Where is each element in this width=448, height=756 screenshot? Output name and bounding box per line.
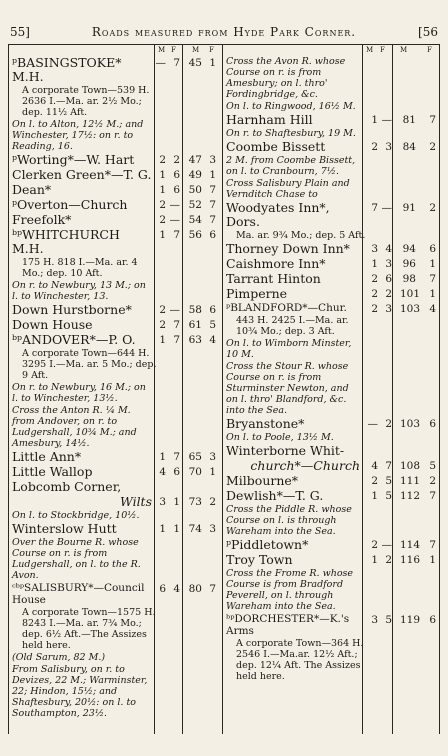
left-header-m2: M: [192, 46, 200, 54]
distance-f2: 3: [209, 451, 216, 463]
distance-m1: 2: [371, 141, 378, 153]
distance-m2: 54: [188, 214, 202, 226]
distance-m1: 1: [371, 490, 378, 502]
place-name: ᵖOverton—Church: [12, 197, 128, 212]
distance-f2: 3: [209, 523, 216, 535]
distance-f2: 4: [429, 303, 436, 315]
note-text: On r. to Newbury, 13 M.; on l. to Winchester, 13.: [12, 280, 146, 302]
outer-left-rule: [8, 44, 9, 734]
town-description: [12, 257, 220, 279]
route-stage-row: [12, 168, 220, 182]
distance-f2: 1: [429, 288, 436, 300]
distance-m2: 96: [402, 258, 416, 270]
place-name: Dewlish*—T. G.: [226, 488, 324, 503]
distance-f2: 1: [429, 554, 436, 566]
place-name: Winterborne Whit-: [226, 443, 345, 458]
distance-m1: 1: [371, 114, 378, 126]
place-name: Winterslow Hutt: [12, 521, 117, 536]
town-description: [12, 607, 220, 651]
place-name: Tarrant Hinton: [226, 271, 321, 286]
route-stage-row: [226, 538, 438, 552]
distance-f2: 7: [429, 539, 436, 551]
left-route-column: [12, 56, 220, 720]
distance-m1: —: [367, 418, 378, 430]
distance-m1: 2: [371, 539, 378, 551]
distance-f1: 6: [173, 184, 180, 196]
place-name-continued: Wilts: [119, 494, 152, 509]
distance-f1: 7: [173, 319, 180, 331]
distance-f1: 7: [385, 460, 392, 472]
distance-m1: 2: [159, 214, 166, 226]
distance-f1: 5: [385, 475, 392, 487]
distance-m2: 80: [188, 583, 202, 595]
description-text: Ma. ar. 9¾ Mo.; dep. 5 Aft.: [236, 230, 366, 241]
distance-f1: 7: [173, 229, 180, 241]
description-text: A corporate Town—1575 H. 8243 I.—Ma. ar. 7¾ Mo.; dep. 6½ Aft.—The Assizes held here.: [22, 607, 156, 651]
distance-m1: 3: [159, 496, 166, 508]
distance-m2: 94: [402, 243, 416, 255]
distance-m2: 70: [188, 466, 202, 478]
route-stage-row: [12, 213, 220, 227]
route-stage-row: [226, 553, 438, 567]
distance-f1: —: [381, 114, 392, 126]
distance-f2: 5: [429, 460, 436, 472]
distance-f2: 7: [209, 184, 216, 196]
distance-f1: 6: [173, 169, 180, 181]
route-stage-row: [12, 450, 220, 464]
place-name: Harnham Hill: [226, 112, 313, 127]
place-name: Lobcomb Corner,: [12, 479, 122, 494]
route-stage-row: [12, 303, 220, 317]
place-name: Down House: [12, 317, 93, 332]
distance-m2: 50: [188, 184, 202, 196]
place-name: Woodyates Inn*, Dors.: [226, 200, 330, 229]
distance-f1: 5: [385, 490, 392, 502]
note-text: On l. to Alton, 12½ M.; and Winchester, 17½: on r. to Reading, 16.: [12, 119, 144, 152]
route-note: [226, 56, 438, 100]
route-stage-row: [226, 489, 438, 503]
route-note: [12, 280, 220, 302]
distance-f2: 1: [209, 57, 216, 69]
distance-f2: 7: [209, 199, 216, 211]
distance-m2: 103: [400, 303, 421, 315]
distance-f2: 1: [209, 169, 216, 181]
distance-f2: 2: [429, 141, 436, 153]
distance-m1: 3: [371, 243, 378, 255]
distance-f1: —: [169, 304, 180, 316]
center-rule: [222, 44, 223, 734]
route-stage-row: [12, 228, 220, 256]
note-text: Cross the Stour R. whose Course on r. is from Sturminster Newton, and on l. thro' Blandford, &c. into the Sea.: [226, 361, 349, 416]
distance-f2: 6: [429, 243, 436, 255]
left-header-f2: F: [209, 46, 214, 54]
distance-m1: —: [155, 57, 166, 69]
town-description: [226, 638, 438, 682]
distance-f1: 3: [385, 303, 392, 315]
distance-f1: 4: [173, 583, 180, 595]
distance-m2: 58: [188, 304, 202, 316]
route-stage-row: [226, 417, 438, 431]
route-stage-row: [12, 183, 220, 197]
route-stage-row: [226, 444, 438, 458]
distance-f1: —: [169, 199, 180, 211]
description-text: A corporate Town—539 H. 2636 I.—Ma. ar. 2½ Mo.; dep. 11½ Aft.: [22, 85, 150, 118]
distance-m1: 1: [371, 554, 378, 566]
distance-m1: 4: [159, 466, 166, 478]
route-stage-row: [226, 474, 438, 488]
distance-m2: 98: [402, 273, 416, 285]
town-description: [12, 85, 220, 118]
place-name: ᶜᵇᵖSALISBURY*—Council House: [12, 582, 145, 606]
distance-f2: 7: [429, 273, 436, 285]
distance-f2: 2: [429, 202, 436, 214]
distance-m2: 91: [402, 202, 416, 214]
route-note: [226, 178, 438, 200]
note-text: From Salisbury, on r. to Devizes, 22 M.; Warminster, 22; Hindon, 15½; and Shaftesbury, 20½: on l. to Southampton, 23½.: [12, 664, 148, 719]
note-text: (Old Sarum, 82 M.): [12, 652, 106, 663]
page-title: Roads measured from Hyde Park Corner.: [91, 25, 357, 39]
route-note: [226, 338, 438, 360]
distance-m2: 112: [400, 490, 421, 502]
right-header-m2: M: [400, 46, 408, 54]
distance-f2: 6: [429, 418, 436, 430]
description-text: 443 H. 2425 I.—Ma. ar. 10¾ Mo.; dep. 3 Aft.: [236, 315, 349, 337]
note-text: Cross the Anton R. ¼ M. from Andover, on r. to Ludgershall, 10¾ M.; and Amesbury, 14½.: [12, 405, 137, 449]
place-name: Down Hurstborne*: [12, 302, 132, 317]
route-note: [12, 405, 220, 449]
distance-f2: 7: [429, 490, 436, 502]
note-text: On r. to Newbury, 16 M.; on l. to Winchester, 13½.: [12, 382, 146, 404]
distance-f1: 4: [385, 243, 392, 255]
route-stage-row: [226, 140, 438, 154]
route-note: [12, 537, 220, 581]
page-header: [8, 20, 440, 45]
note-text: On l. to Ringwood, 16½ M.: [226, 101, 356, 112]
description-text: 175 H. 818 I.—Ma. ar. 4 Mo.; dep. 10 Aft.: [22, 257, 138, 279]
distance-f1: 5: [385, 614, 392, 626]
route-stage-row: [226, 242, 438, 256]
distance-m1: 2: [371, 475, 378, 487]
distance-m1: 2: [371, 288, 378, 300]
route-stage-row: [12, 153, 220, 167]
distance-m1: 2: [371, 273, 378, 285]
distance-m2: 111: [400, 475, 421, 487]
description-text: A corporate Town—644 H. 3295 I.—Ma. ar. 5 Mo.; dep. 9 Aft.: [22, 348, 157, 381]
place-name: Milbourne*: [226, 473, 299, 488]
place-name: Pimperne: [226, 286, 288, 301]
route-note: [226, 155, 438, 177]
place-name: Bryanstone*: [226, 416, 305, 431]
page-number-right: [56: [418, 25, 438, 39]
route-stage-row: [226, 201, 438, 229]
distance-m2: 47: [188, 154, 202, 166]
place-name: Little Wallop: [12, 464, 93, 479]
route-note: [12, 664, 220, 719]
distance-f2: 7: [209, 583, 216, 595]
route-stage-row: [12, 495, 220, 509]
route-stage-row: [12, 198, 220, 212]
distance-m1: 2: [159, 154, 166, 166]
place-name: ᵖPiddletown*: [226, 537, 309, 552]
distance-f2: 1: [209, 466, 216, 478]
place-name: Dean*: [12, 182, 52, 197]
note-text: Cross the Frome R. whose Course is from Bradford Peverell, on l. through Wareham into the Sea.: [226, 568, 354, 612]
distance-m1: 1: [159, 523, 166, 535]
distance-f2: 3: [209, 154, 216, 166]
note-text: On l. to Stockbridge, 10½.: [12, 510, 140, 521]
route-note: [226, 432, 438, 443]
distance-f1: —: [381, 539, 392, 551]
distance-m1: 1: [159, 229, 166, 241]
town-description: [226, 230, 438, 241]
distance-m1: 2: [159, 319, 166, 331]
distance-m1: 2: [159, 304, 166, 316]
note-text: On l. to Poole, 13½ M.: [226, 432, 334, 443]
distance-m1: 3: [371, 614, 378, 626]
route-stage-row: [226, 113, 438, 127]
note-text: Cross the Avon R. whose Course on r. is from Amesbury; on l. thro' Fordingbridge, &c.: [226, 56, 346, 100]
right-header-m1: M: [366, 46, 374, 54]
place-name: Freefolk*: [12, 212, 72, 227]
route-note: [12, 119, 220, 152]
distance-m2: 73: [188, 496, 202, 508]
right-header-f2: F: [427, 46, 432, 54]
distance-f2: 7: [429, 114, 436, 126]
distance-f2: 1: [429, 258, 436, 270]
distance-f2: 6: [429, 614, 436, 626]
distance-m2: 45: [188, 57, 202, 69]
route-note: [12, 510, 220, 521]
distance-f1: 6: [385, 273, 392, 285]
distance-f2: 6: [209, 304, 216, 316]
distance-m1: 1: [159, 184, 166, 196]
route-stage-row: [12, 480, 220, 494]
place-name: Thorney Down Inn*: [226, 241, 350, 256]
distance-f2: 4: [209, 334, 216, 346]
description-text: A corporate Town—364 H. 2546 I.—Ma.ar. 12½ Aft.; dep. 12¼ Aft. The Assizes held here.: [236, 638, 364, 682]
route-note: [226, 504, 438, 537]
route-stage-row: [12, 582, 220, 606]
distance-m1: 1: [159, 451, 166, 463]
place-name: ᵖBASINGSTOKE* M.H.: [12, 55, 122, 84]
place-name: ᵖWorting*—W. Hart: [12, 152, 135, 167]
note-text: Cross the Piddle R. whose Course on l. is through Wareham into the Sea.: [226, 504, 352, 537]
distance-m2: 119: [400, 614, 421, 626]
left-header-m1: M: [158, 46, 166, 54]
distance-m2: 49: [188, 169, 202, 181]
distance-m1: 6: [159, 583, 166, 595]
place-name: Clerken Green*—T. G.: [12, 167, 152, 182]
distance-f2: 5: [209, 319, 216, 331]
route-stage-row: [12, 522, 220, 536]
distance-m2: 114: [400, 539, 421, 551]
route-stage-row: [12, 318, 220, 332]
note-text: 2 M. from Coombe Bissett, on l. to Cranbourn, 7½.: [226, 155, 356, 177]
distance-m2: 56: [188, 229, 202, 241]
route-note: [226, 568, 438, 612]
route-stage-row: [12, 56, 220, 84]
distance-m2: 61: [188, 319, 202, 331]
route-stage-row: [226, 272, 438, 286]
distance-m1: 4: [371, 460, 378, 472]
distance-m2: 74: [188, 523, 202, 535]
distance-f1: 1: [173, 496, 180, 508]
distance-f2: 2: [209, 496, 216, 508]
note-text: On l. to Wimborn Minster, 10 M.: [226, 338, 352, 360]
place-name: Caishmore Inn*: [226, 256, 326, 271]
distance-f1: 1: [173, 523, 180, 535]
distance-m1: 2: [159, 199, 166, 211]
distance-m1: 1: [159, 169, 166, 181]
distance-f1: 6: [173, 466, 180, 478]
distance-f2: 7: [209, 214, 216, 226]
page-number-left: 55]: [10, 25, 30, 39]
distance-f1: 2: [385, 554, 392, 566]
distance-f2: 6: [209, 229, 216, 241]
route-stage-row: [226, 459, 438, 473]
distance-m1: 7: [371, 202, 378, 214]
route-stage-row: [12, 465, 220, 479]
distance-f1: 2: [173, 154, 180, 166]
place-name-continued: church*—Church: [250, 458, 360, 473]
note-text: Over the Bourne R. whose Course on r. is from Ludgershall, on l. to the R. Avon.: [12, 537, 141, 581]
town-description: [12, 348, 220, 381]
distance-m1: 1: [159, 334, 166, 346]
distance-f1: 2: [385, 288, 392, 300]
distance-f1: 7: [173, 334, 180, 346]
distance-m2: 101: [400, 288, 421, 300]
distance-f1: 2: [385, 418, 392, 430]
route-note: [12, 652, 220, 663]
place-name: ᵇᵖDORCHESTER*—K.'s Arms: [226, 613, 350, 637]
note-text: Cross Salisbury Plain and Vernditch Chase to: [226, 178, 350, 200]
distance-f1: 7: [173, 57, 180, 69]
distance-f1: 3: [385, 141, 392, 153]
distance-f1: —: [381, 202, 392, 214]
route-stage-row: [226, 287, 438, 301]
distance-m1: 1: [371, 258, 378, 270]
route-stage-row: [12, 333, 220, 347]
distance-m2: 116: [400, 554, 421, 566]
distance-m2: 108: [400, 460, 421, 472]
place-name: Little Ann*: [12, 449, 82, 464]
note-text: On r. to Shaftesbury, 19 M.: [226, 128, 356, 139]
distance-m2: 65: [188, 451, 202, 463]
distance-f2: 2: [429, 475, 436, 487]
route-note: [226, 361, 438, 416]
distance-f1: 7: [173, 451, 180, 463]
distance-m2: 84: [402, 141, 416, 153]
route-stage-row: [226, 257, 438, 271]
outer-right-rule: [439, 44, 440, 734]
left-header-f1: F: [171, 46, 176, 54]
distance-m2: 63: [188, 334, 202, 346]
distance-f1: 3: [385, 258, 392, 270]
route-note: [226, 128, 438, 139]
distance-m2: 52: [188, 199, 202, 211]
place-name: Coombe Bissett: [226, 139, 326, 154]
place-name: ᵇᵖANDOVER*—P. O.: [12, 332, 136, 347]
distance-m1: 2: [371, 303, 378, 315]
town-description: [226, 315, 438, 337]
distance-m2: 81: [402, 114, 416, 126]
place-name: ᵇᵖWHITCHURCH M.H.: [12, 227, 120, 256]
route-stage-row: [226, 302, 438, 314]
place-name: ᵖBLANDFORD*—Chur.: [226, 302, 347, 314]
route-note: [12, 382, 220, 404]
route-note: [226, 101, 438, 112]
distance-f1: —: [169, 214, 180, 226]
right-header-f1: F: [380, 46, 385, 54]
route-stage-row: [226, 613, 438, 637]
right-route-column: [226, 56, 438, 683]
place-name: Troy Town: [226, 552, 293, 567]
distance-m2: 103: [400, 418, 421, 430]
